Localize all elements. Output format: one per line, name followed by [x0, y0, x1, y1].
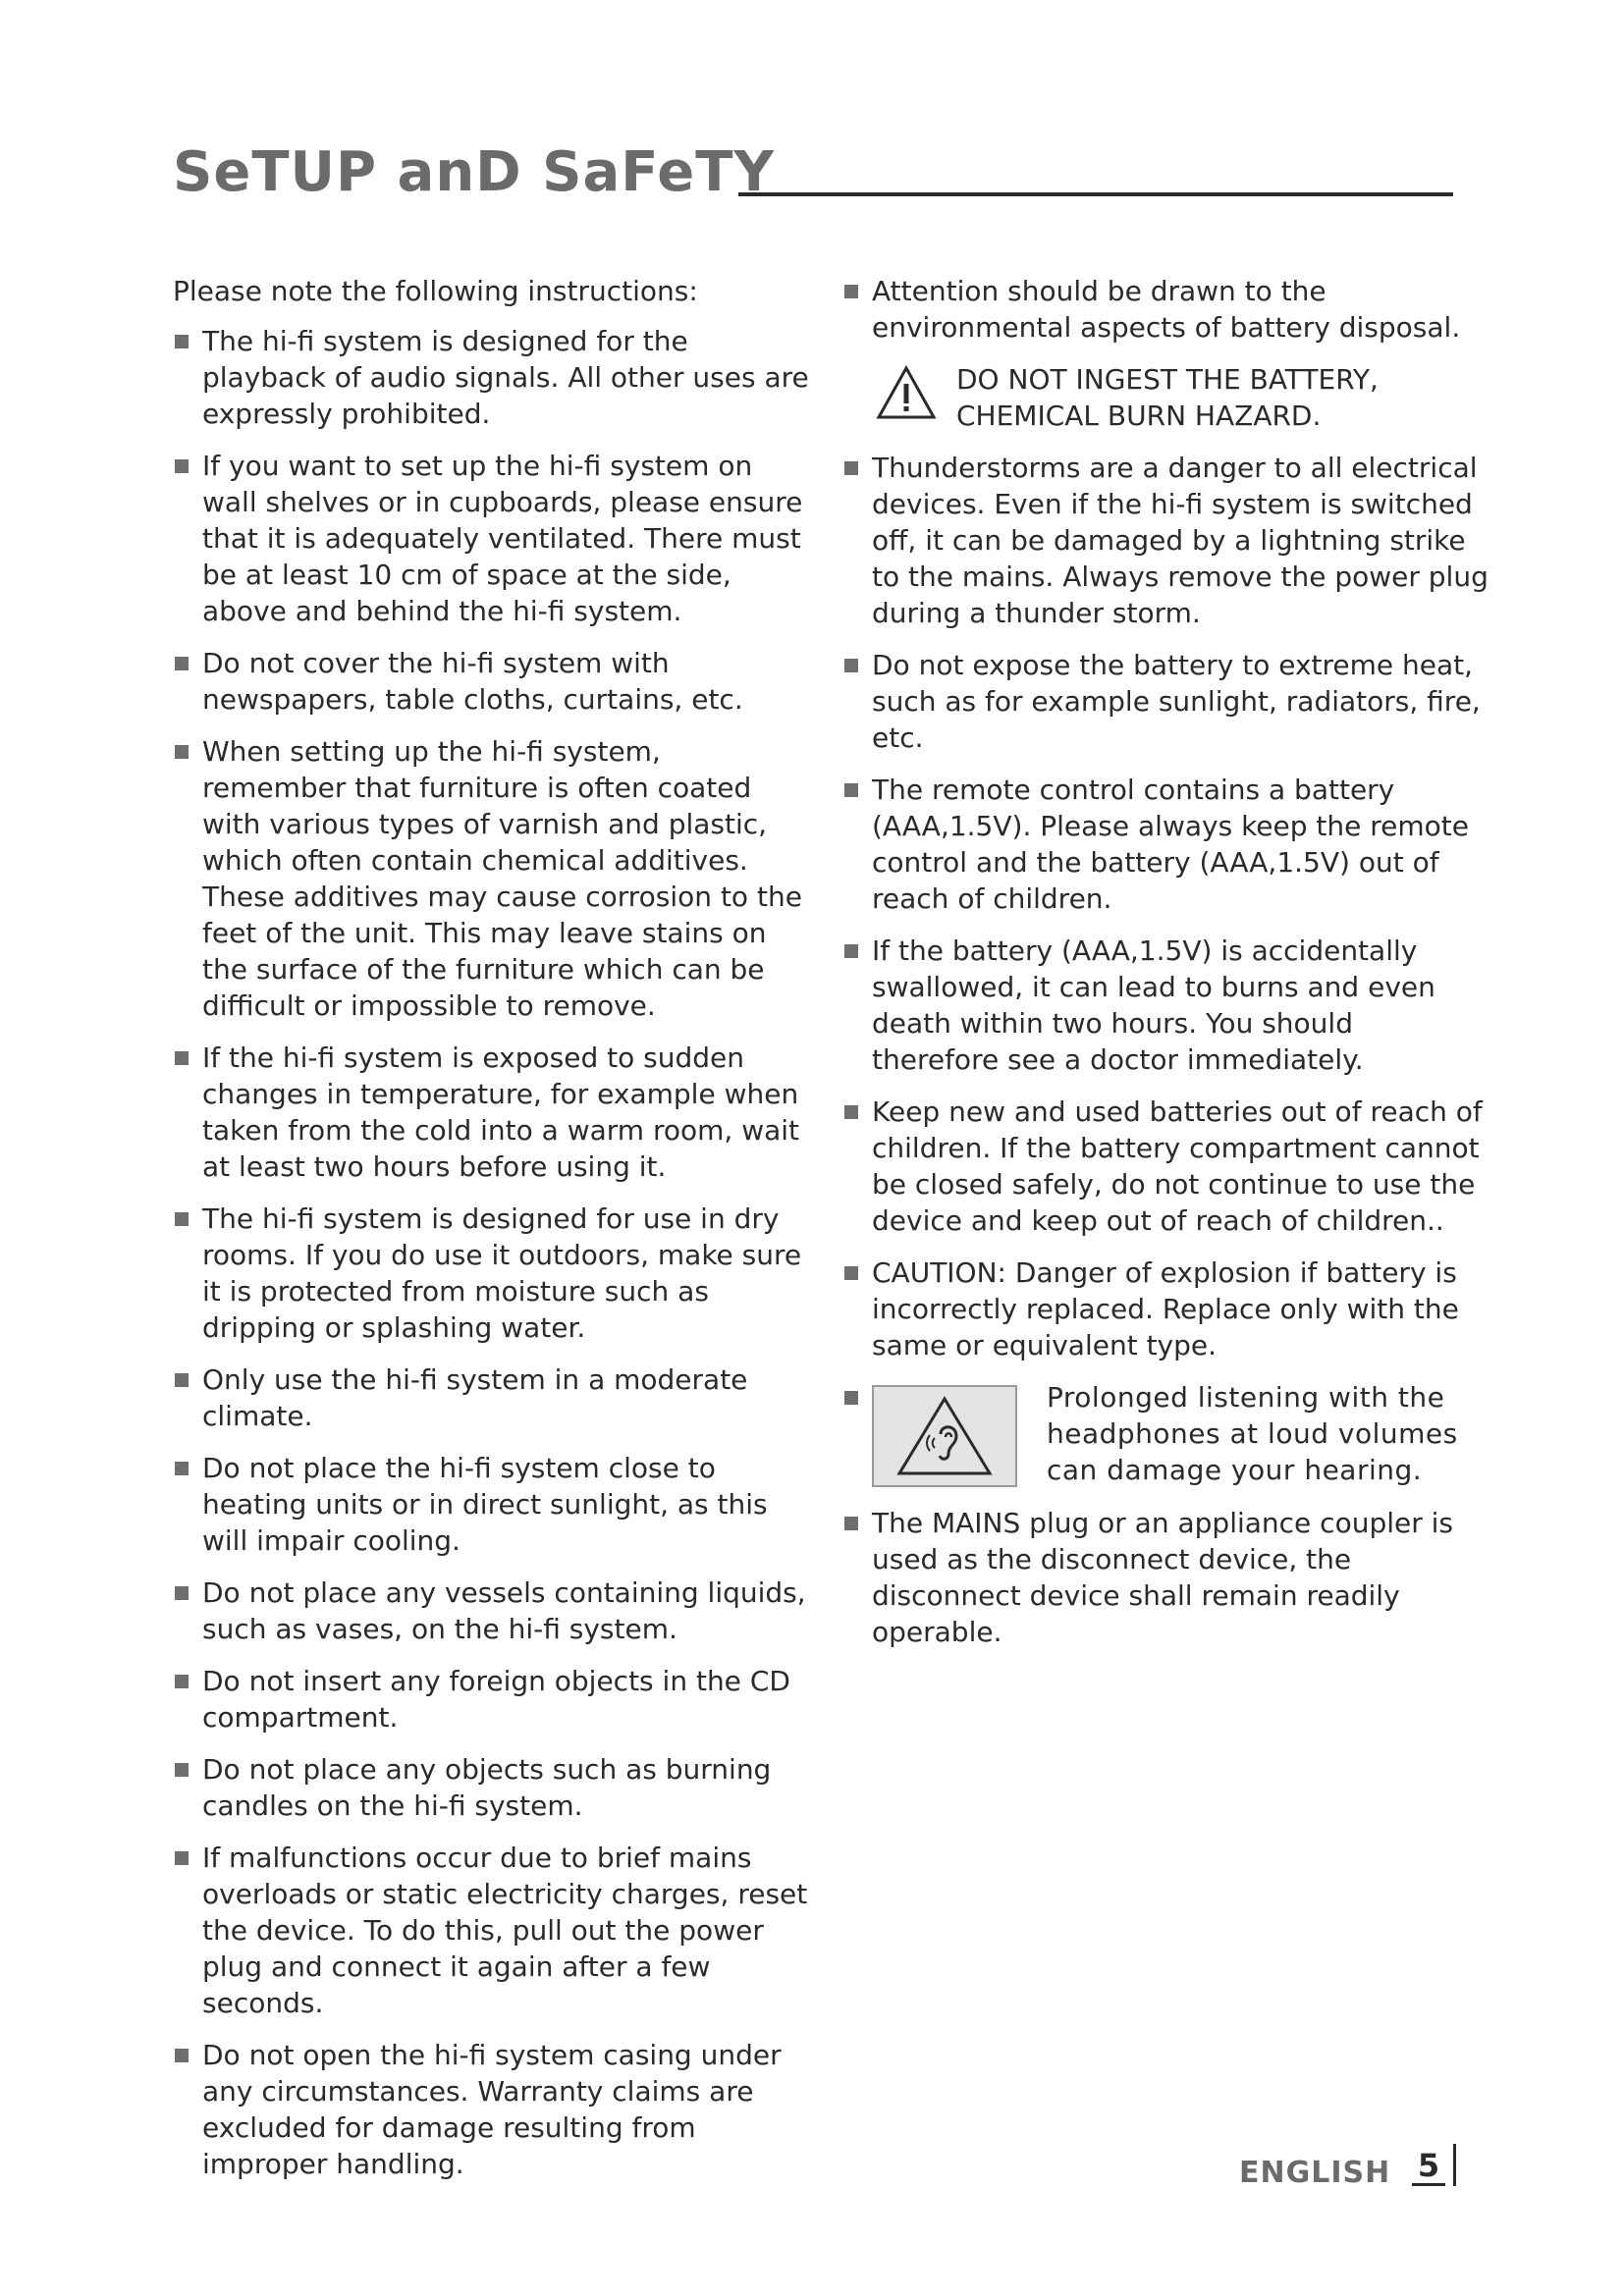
bullet-square-icon [175, 1586, 189, 1600]
bullet-square-icon [175, 459, 189, 473]
list-item: Do not place any objects such as burning candles on the hi-fi system. [173, 1751, 811, 1824]
bullet-square-icon [844, 1105, 858, 1119]
page-footer [1239, 2144, 1461, 2190]
footer-language: ENGLISH [1239, 2156, 1391, 2190]
battery-warning-text: DO NOT INGEST THE BATTERY, CHEMICAL BURN HAZARD. [956, 363, 1379, 432]
list-item: Do not open the hi-fi system casing under any circumstances. Warranty claims are excluded for damage resulting from improper handling. [173, 2037, 811, 2182]
list-item: If the battery (AAA,1.5V) is accidentally swallowed, it can lead to burns and even death within two hours. You should therefore see a doctor immediately. [842, 933, 1489, 1078]
list-item: If you want to set up the hi-fi system on wall shelves or in cupboards, please ensure that it is adequately ventilated. There must be at least 10 cm of space at the side, above and behind the hi-fi system. [173, 448, 811, 629]
bullet-square-icon [175, 1763, 189, 1777]
bullet-square-icon [175, 1462, 189, 1475]
list-item: Do not insert any foreign objects in the CD compartment. [173, 1663, 811, 1735]
warning-triangle-icon [876, 365, 937, 420]
list-item: Keep new and used batteries out of reach of children. If the battery compartment cannot be closed safely, do not continue to use the device and keep out of reach of children.. [842, 1094, 1489, 1239]
ear-warning-icon [895, 1395, 994, 1477]
bullet-square-icon [844, 1517, 858, 1530]
left-instruction-list [173, 323, 811, 2182]
list-item: The remote control contains a battery (AAA,1.5V). Please always keep the remote control and the battery (AAA,1.5V) out of reach of children. [842, 772, 1489, 917]
list-item: Do not place the hi-fi system close to heating units or in direct sunlight, as this will impair cooling. [173, 1450, 811, 1559]
hearing-warning-text: Prolonged listening with the headphones at loud volumes can damage your hearing. [1047, 1381, 1458, 1486]
list-item: When setting up the hi-fi system, remember that furniture is often coated with various types of varnish and plastic, which often contain chemical additives. These additives may cause corrosion to the feet of the unit. This may leave stains on the surface of the furniture which can be difficult or impossible to remove. [173, 733, 811, 1024]
intro-text: Please note the following instructions: [173, 275, 698, 307]
title-rule [738, 192, 1453, 196]
bullet-square-icon [175, 1212, 189, 1226]
bullet-square-icon [844, 1266, 858, 1280]
bullet-square-icon [844, 783, 858, 797]
bullet-square-icon [175, 1675, 189, 1688]
list-item: Thunderstorms are a danger to all electrical devices. Even if the hi-fi system is switched off, it can be damaged by a lightning strike to the mains. Always remove the power plug during a thunder storm. [842, 450, 1489, 631]
footer-rule [1453, 2144, 1456, 2186]
list-item: If the hi-fi system is exposed to sudden changes in temperature, for example when taken from the cold into a warm room, wait at least two hours before using it. [173, 1040, 811, 1185]
bullet-square-icon [844, 659, 858, 672]
hearing-warning-symbol [872, 1385, 1017, 1487]
left-column [173, 273, 811, 2198]
bullet-square-icon [175, 1851, 189, 1865]
list-item: CAUTION: Danger of explosion if battery is incorrectly replaced. Replace only with the same or equivalent type. [842, 1255, 1489, 1363]
bullet-square-icon [175, 657, 189, 670]
bullet-square-icon [844, 1391, 858, 1405]
right-instruction-list [842, 273, 1489, 346]
bullet-square-icon [844, 944, 858, 958]
right-column [842, 273, 1489, 1666]
list-item: The hi-fi system is designed for use in dry rooms. If you do use it outdoors, make sure it is protected from moisture such as dripping or splashing water. [173, 1201, 811, 1346]
bullet-square-icon [175, 2049, 189, 2062]
bullet-square-icon [844, 285, 858, 298]
page-number: 5 [1412, 2148, 1445, 2186]
right-instruction-list-2 [842, 450, 1489, 1650]
bullet-square-icon [175, 1051, 189, 1065]
list-item: If malfunctions occur due to brief mains overloads or static electricity charges, reset the device. To do this, pull out the power plug and connect it again after a few seconds. [173, 1840, 811, 2021]
list-item: Only use the hi-fi system in a moderate climate. [173, 1362, 811, 1434]
page-title: SeTUP anD SaFeTY [173, 140, 775, 204]
list-item: Attention should be drawn to the environmental aspects of battery disposal. [842, 273, 1489, 346]
bullet-square-icon [175, 745, 189, 759]
list-item: The MAINS plug or an appliance coupler is used as the disconnect device, the disconnect device shall remain readily operable. [842, 1505, 1489, 1650]
list-item: The hi-fi system is designed for the playback of audio signals. All other uses are expressly prohibited. [173, 323, 811, 432]
list-item: Do not place any vessels containing liquids, such as vases, on the hi-fi system. [173, 1575, 811, 1647]
list-item: Do not cover the hi-fi system with newspapers, table cloths, curtains, etc. [173, 645, 811, 718]
battery-ingest-warning [872, 361, 1489, 434]
bullet-square-icon [844, 461, 858, 475]
bullet-square-icon [175, 335, 189, 348]
bullet-square-icon [175, 1373, 189, 1387]
list-item: Do not expose the battery to extreme heat, such as for example sunlight, radiators, fire, etc. [842, 647, 1489, 756]
hearing-warning-item [842, 1379, 1489, 1489]
